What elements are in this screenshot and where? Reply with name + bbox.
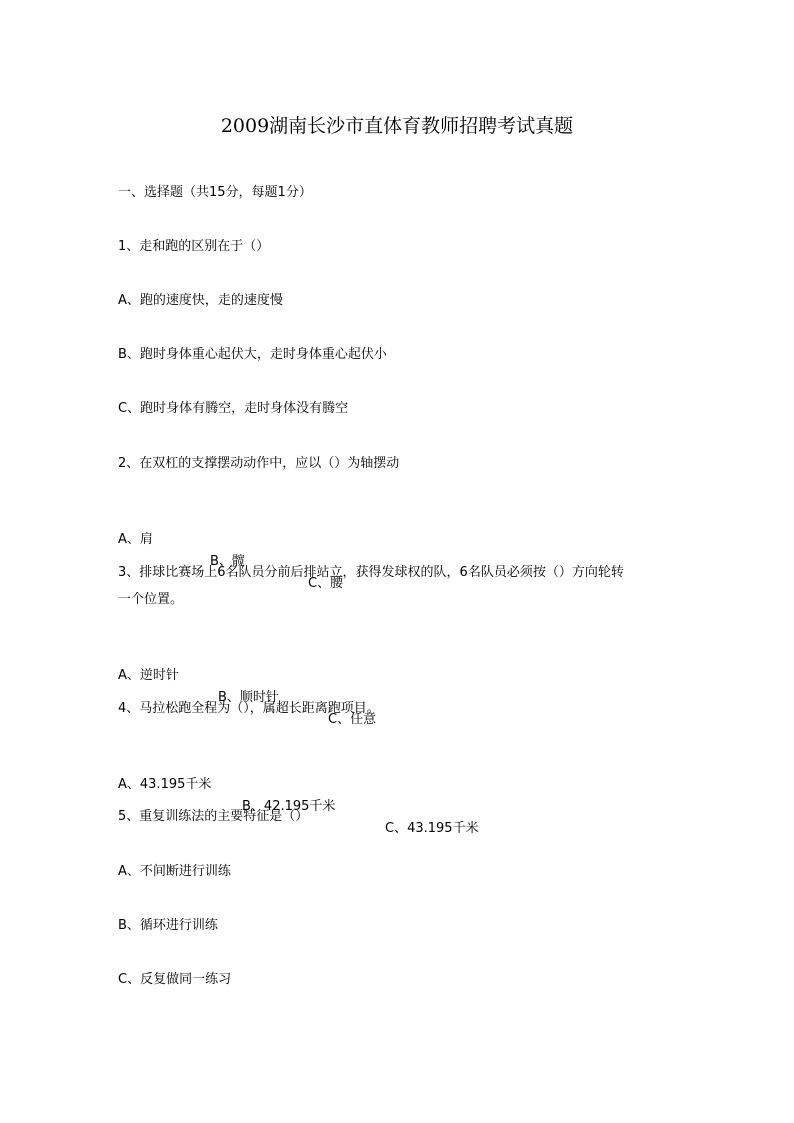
question-4-stem: 4、马拉松跑全程为（），属超长距离跑项目。 <box>118 701 380 716</box>
question-1-option-c: C、跑时身体有腾空，走时身体没有腾空 <box>118 401 349 416</box>
question-5-stem: 5、重复训练法的主要特征是（） <box>118 809 309 824</box>
question-2-option-b: B、髋 <box>210 554 245 569</box>
question-5-option-c: C、反复做同一练习 <box>118 972 232 987</box>
question-4-option-a: A、43.195千米 <box>118 777 212 792</box>
question-3-option-b: B、顺时针 <box>218 690 279 705</box>
question-4-option-b: B、42.195千米 <box>242 799 336 814</box>
question-1-stem: 1、走和跑的区别在于（） <box>118 239 270 254</box>
question-2-option-a: A、肩 <box>118 532 153 547</box>
question-5-option-a: A、不间断进行训练 <box>118 864 231 879</box>
question-2-stem: 2、在双杠的支撑摆动动作中，应以（）为轴摆动 <box>118 456 400 471</box>
section-heading: 一、选择题（共15分，每题1分） <box>118 185 312 200</box>
question-4-option-c: C、43.195千米 <box>385 821 479 836</box>
question-2-option-c: C、腰 <box>308 576 344 591</box>
question-5-option-b: B、循环进行训练 <box>118 918 218 933</box>
question-3-stem-line-1: 3、排球比赛场上6名队员分前后排站立，获得发球权的队，6名队员必须按（）方向轮转 <box>118 565 624 580</box>
question-3-option-a: A、逆时针 <box>118 668 179 683</box>
document-title: 2009湖南长沙市直体育教师招聘考试真题 <box>220 115 574 137</box>
question-1-option-a: A、跑的速度快，走的速度慢 <box>118 293 283 308</box>
question-3-stem-line-2: 一个位置。 <box>118 592 184 607</box>
question-3-option-c: C、任意 <box>328 712 377 727</box>
question-1-option-b: B、跑时身体重心起伏大，走时身体重心起伏小 <box>118 347 387 362</box>
